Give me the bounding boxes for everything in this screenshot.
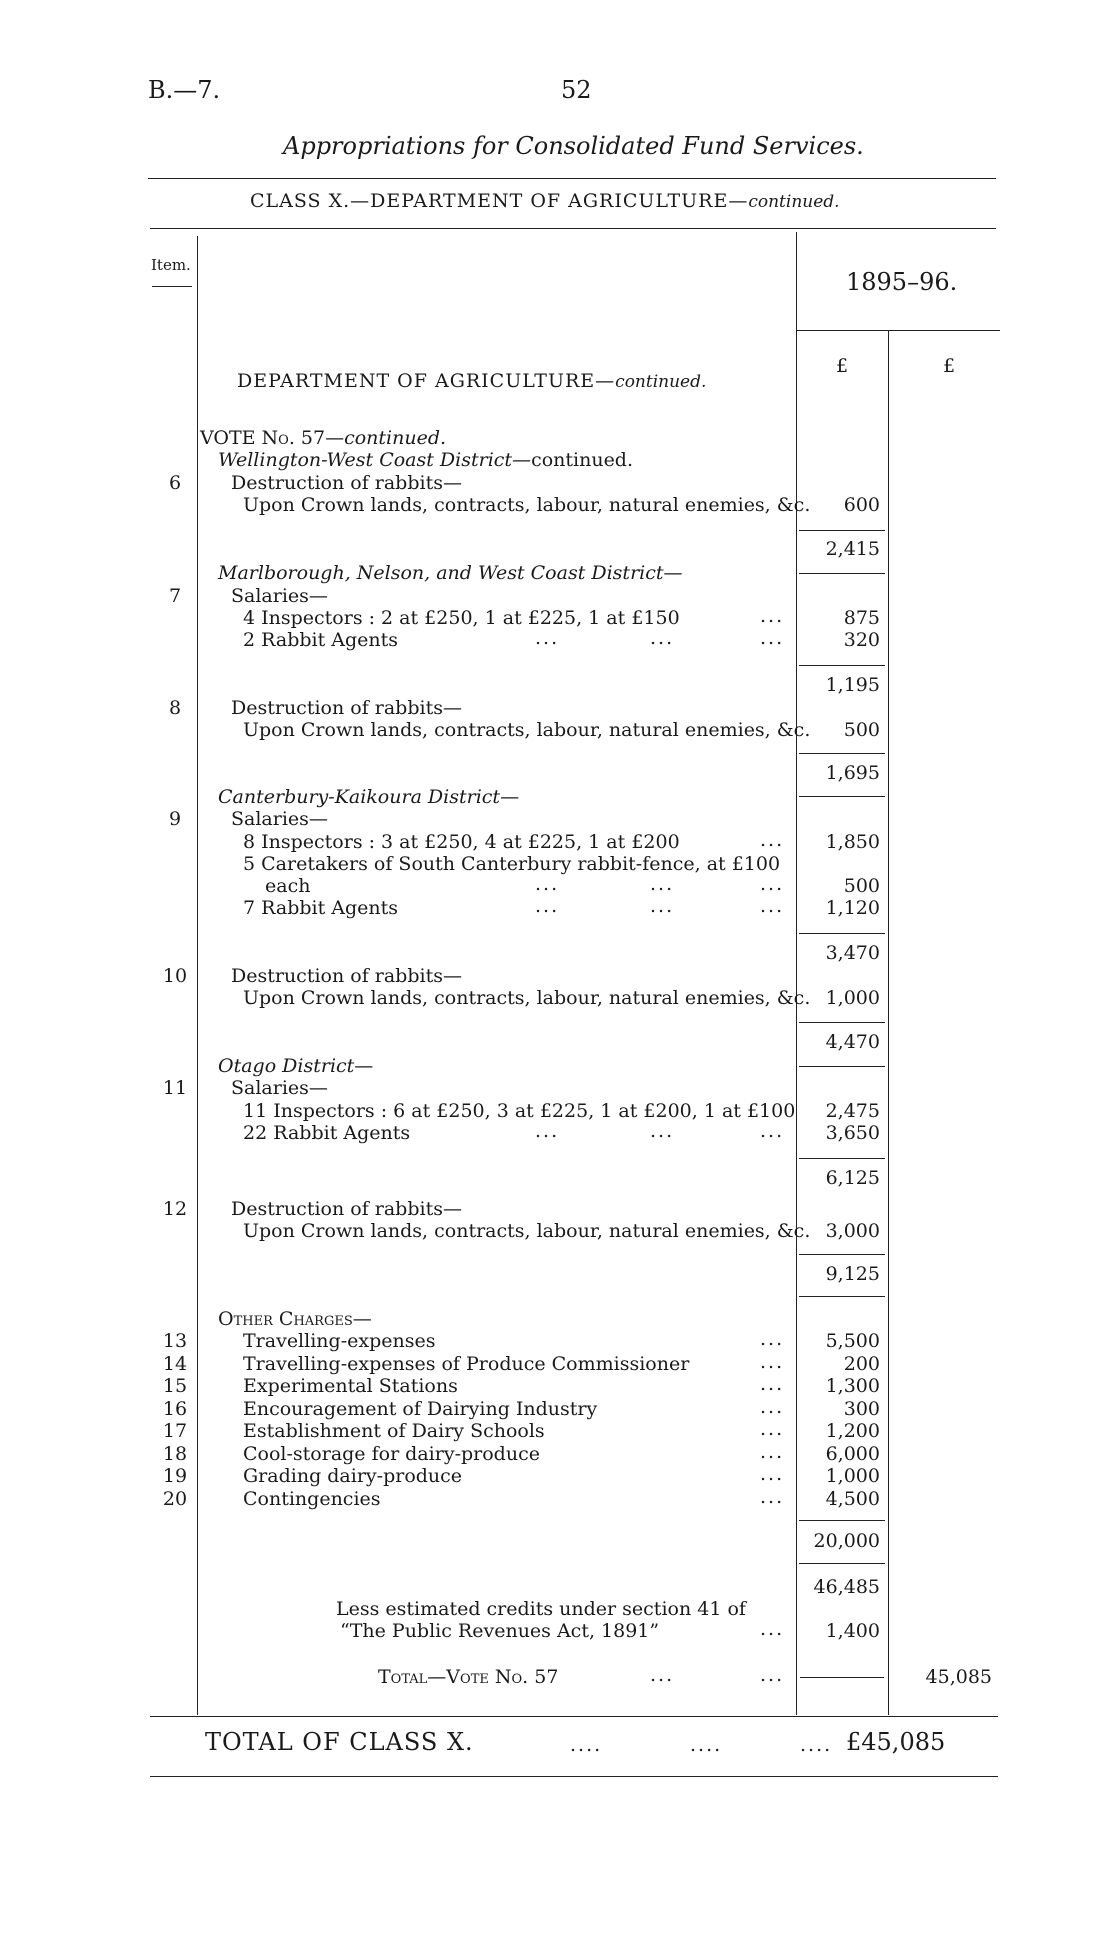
rule-other-total — [799, 1520, 885, 1521]
item-number: 13 — [162, 1330, 188, 1352]
amount-otago-inspectors: 2,475 — [825, 1100, 880, 1122]
subtotal-g: 9,125 — [825, 1263, 880, 1285]
item-12-heading: Destruction of rabbits— — [231, 1198, 462, 1220]
item-number: 18 — [162, 1443, 188, 1465]
vote-cont: continued. — [344, 427, 447, 449]
other-charges-total: 20,000 — [813, 1530, 880, 1552]
item-number: 14 — [162, 1353, 188, 1375]
other-charges-title: Other Charges— — [218, 1308, 372, 1330]
marl-agents: 2 Rabbit Agents — [243, 629, 399, 651]
class-total-label: TOTAL OF CLASS X. — [205, 1728, 474, 1756]
less-credits-line2: “The Public Revenues Act, 1891” — [340, 1620, 660, 1642]
other-charge-label: Establishment of Dairy Schools — [243, 1420, 545, 1442]
vote-label: VOTE — [200, 427, 262, 449]
cant-inspectors: 8 Inspectors : 3 at £250, 4 at £225, 1 at £200 — [243, 831, 680, 853]
item-number: 11 — [162, 1077, 188, 1099]
rule-sub-f — [799, 1158, 885, 1159]
subtotal-b: 1,195 — [825, 674, 880, 696]
rule-sub-g-end — [799, 1296, 885, 1297]
cant-agents: 7 Rabbit Agents — [243, 897, 399, 919]
less-credits-line1: Less estimated credits under section 41 of — [336, 1598, 746, 1620]
other-charge-label: Experimental Stations — [243, 1375, 458, 1397]
other-charge-amount: 1,000 — [825, 1465, 880, 1487]
other-charge-amount: 1,200 — [825, 1420, 880, 1442]
rule-sub-g — [799, 1254, 885, 1255]
wellington-cont: continued. — [531, 449, 634, 471]
dots: ... — [760, 1396, 785, 1418]
dept-title-cont: continued. — [615, 372, 707, 392]
dots: ... — [760, 1120, 785, 1142]
currency-header-2: £ — [943, 355, 956, 377]
other-charge-label: Cool-storage for dairy-produce — [243, 1443, 540, 1465]
item-10-desc: Upon Crown lands, contracts, labour, natural enemies, &c. — [243, 987, 811, 1009]
item-number: 16 — [162, 1398, 188, 1420]
otago-title: Otago District— — [218, 1055, 374, 1077]
otago-inspectors: 11 Inspectors : 6 at £250, 3 at £225, 1 at £200, 1 at £100 — [243, 1100, 796, 1122]
rule-sub-b — [799, 665, 885, 666]
dots: ... — [650, 1120, 675, 1142]
rule-gross — [799, 1563, 885, 1564]
amount-item-8: 500 — [843, 719, 880, 741]
otago-salaries: Salaries— — [231, 1077, 328, 1099]
marl-salaries: Salaries— — [231, 585, 328, 607]
amount-cant-caretakers: 500 — [843, 875, 880, 897]
item-number: 9 — [168, 808, 182, 830]
other-charge-label: Contingencies — [243, 1488, 381, 1510]
dots: ... — [535, 627, 560, 649]
otago-agents: 22 Rabbit Agents — [243, 1122, 411, 1144]
dots: ... — [760, 605, 785, 627]
dots: ... — [760, 1618, 785, 1640]
marlborough-title: Marlborough, Nelson, and West Coast District— — [218, 562, 683, 584]
amount-item-10: 1,000 — [825, 987, 880, 1009]
dept-title — [237, 370, 706, 392]
wellington-title: Wellington-West Coast District— — [218, 449, 532, 471]
rule-sub-c — [799, 753, 885, 754]
item-number: 10 — [162, 965, 188, 987]
class-title — [250, 190, 840, 212]
dots: ... — [760, 1486, 785, 1508]
item-10-heading: Destruction of rabbits— — [231, 965, 462, 987]
amount-item-12: 3,000 — [825, 1220, 880, 1242]
class-title-main: CLASS X.—DEPARTMENT OF AGRICULTURE— — [250, 190, 749, 212]
dots: ... — [760, 829, 785, 851]
item-8-heading: Destruction of rabbits— — [231, 697, 462, 719]
wellington-heading — [218, 449, 633, 471]
total-vote-label: Total—Vote No. 57 — [378, 1666, 559, 1688]
item-number: 6 — [168, 472, 182, 494]
marl-inspectors: 4 Inspectors : 2 at £250, 1 at £225, 1 at £150 — [243, 607, 680, 629]
subtotal-f: 6,125 — [825, 1167, 880, 1189]
subtotal-d: 3,470 — [825, 942, 880, 964]
other-charge-label: Travelling-expenses of Produce Commissioner — [243, 1353, 690, 1375]
rule-class-total-top — [150, 1716, 998, 1717]
rule-top — [148, 178, 996, 179]
total-vote-amount: 45,085 — [925, 1666, 992, 1688]
amount-item-6: 600 — [843, 494, 880, 516]
class-total-amount: £45,085 — [846, 1728, 946, 1756]
page-title: Appropriations for Consolidated Fund Services. — [283, 132, 864, 160]
dots: ... — [535, 873, 560, 895]
dots: ... — [760, 1418, 785, 1440]
currency-header-1: £ — [836, 355, 849, 377]
dots: ... — [535, 1120, 560, 1142]
dots: .... — [690, 1734, 723, 1756]
vote-heading — [200, 427, 446, 449]
rule-bottom — [150, 1776, 998, 1777]
dept-title-main: DEPARTMENT OF AGRICULTURE— — [237, 370, 616, 392]
less-credits-amount: 1,400 — [825, 1620, 880, 1642]
item-6-heading: Destruction of rabbits— — [231, 472, 462, 494]
item-number: 7 — [168, 585, 182, 607]
other-charge-amount: 5,500 — [825, 1330, 880, 1352]
year-header: 1895–96. — [846, 268, 958, 296]
vote-number: No. 57— — [261, 427, 345, 449]
rule-sub-a-end — [799, 573, 885, 574]
amount-marl-inspectors: 875 — [843, 607, 880, 629]
dots: ... — [760, 895, 785, 917]
rule-sub-c-end — [799, 796, 885, 797]
cant-caretakers: 5 Caretakers of South Canterbury rabbit-fence, at £100 — [243, 853, 781, 875]
dots: .... — [800, 1734, 833, 1756]
rule-sub-a — [799, 530, 885, 531]
dots: ... — [760, 1351, 785, 1373]
dots: ... — [650, 895, 675, 917]
other-charge-label: Encouragement of Dairying Industry — [243, 1398, 598, 1420]
other-charge-label: Travelling-expenses — [243, 1330, 436, 1352]
item-number: 17 — [162, 1420, 188, 1442]
col-rule-amount-mid — [888, 330, 889, 1715]
dots: ... — [760, 1463, 785, 1485]
canterbury-title: Canterbury-Kaikoura District— — [218, 786, 520, 808]
dots: ... — [760, 1441, 785, 1463]
other-charge-amount: 300 — [843, 1398, 880, 1420]
dots: ... — [650, 873, 675, 895]
rule-vote-total — [800, 1677, 884, 1678]
dots: ... — [760, 1373, 785, 1395]
gross-total: 46,485 — [813, 1576, 880, 1598]
other-charge-amount: 1,300 — [825, 1375, 880, 1397]
item-number: 19 — [162, 1465, 188, 1487]
dots: ... — [760, 873, 785, 895]
dots: ... — [760, 1328, 785, 1350]
class-title-cont: continued. — [748, 192, 840, 212]
rule-table-top — [150, 228, 996, 229]
other-charge-amount: 4,500 — [825, 1488, 880, 1510]
other-charge-amount: 6,000 — [825, 1443, 880, 1465]
item-header-underline — [152, 286, 192, 287]
cant-caretakers-cont: each — [265, 875, 311, 897]
amount-otago-agents: 3,650 — [825, 1122, 880, 1144]
page-number: 52 — [561, 76, 592, 104]
item-6-desc: Upon Crown lands, contracts, labour, natural enemies, &c. — [243, 494, 811, 516]
other-charge-label: Grading dairy-produce — [243, 1465, 463, 1487]
item-column-header: Item. — [151, 256, 191, 274]
rule-sub-d — [799, 933, 885, 934]
item-number: 8 — [168, 697, 182, 719]
page-ref: B.—7. — [148, 76, 221, 104]
cant-salaries: Salaries— — [231, 808, 328, 830]
dots: ... — [760, 627, 785, 649]
subtotal-c: 1,695 — [825, 762, 880, 784]
amount-cant-inspectors: 1,850 — [825, 831, 880, 853]
amount-cant-agents: 1,120 — [825, 897, 880, 919]
item-number: 20 — [162, 1488, 188, 1510]
dots: .... — [570, 1734, 603, 1756]
subtotal-a: 2,415 — [825, 538, 880, 560]
item-number: 12 — [162, 1198, 188, 1220]
item-number: 15 — [162, 1375, 188, 1397]
dots: ... — [650, 1664, 675, 1686]
rule-year — [796, 330, 1000, 331]
item-8-desc: Upon Crown lands, contracts, labour, natural enemies, &c. — [243, 719, 811, 741]
other-charge-amount: 200 — [843, 1353, 880, 1375]
dots: ... — [535, 895, 560, 917]
rule-sub-e — [799, 1022, 885, 1023]
amount-marl-agents: 320 — [843, 629, 880, 651]
dots: ... — [650, 627, 675, 649]
subtotal-e: 4,470 — [825, 1031, 880, 1053]
rule-sub-e-end — [799, 1066, 885, 1067]
item-12-desc: Upon Crown lands, contracts, labour, natural enemies, &c. — [243, 1220, 811, 1242]
dots: ... — [760, 1664, 785, 1686]
